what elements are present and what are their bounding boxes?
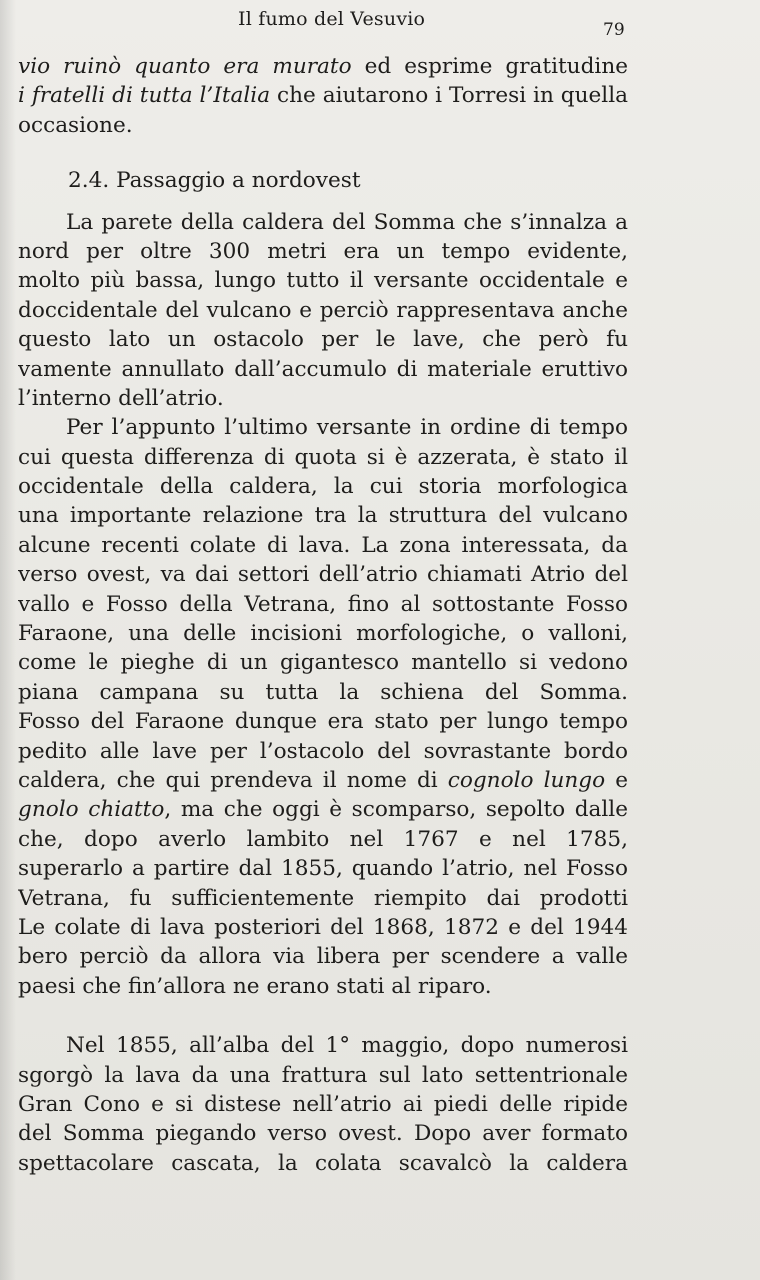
text-line: una importante relazione tra la struttura del vulcano <box>18 503 628 529</box>
text-line: superarlo a partire dal 1855, quando l’atrio, nel Fosso <box>18 856 628 882</box>
text-line: paesi che fin’allora ne erano stati al riparo. <box>18 973 492 999</box>
text-line: Le colate di lava posteriori del 1868, 1872 e del 1944 <box>18 914 628 940</box>
text-line: sgorgò la lava da una frattura sul lato settentrionale <box>18 1062 628 1088</box>
paragraph <box>18 1031 628 1178</box>
italic-quote: vio ruinò quanto era murato <box>18 54 352 79</box>
text-line: verso ovest, va dai settori dell’atrio chiamati Atrio del <box>18 562 628 588</box>
text-line <box>18 766 628 795</box>
text-span: caldera, che qui prendeva il nome di <box>18 768 448 793</box>
text-line <box>18 795 628 824</box>
text-line: pedito alle lave per l’ostacolo del sovrastante bordo <box>18 738 628 764</box>
text-line: occidentale della caldera, la cui storia morfologica <box>18 474 628 500</box>
text-line: Faraone, una delle incisioni morfologiche, o valloni, <box>18 621 628 647</box>
text-line: come le pieghe di un gigantesco mantello si vedono <box>18 650 628 676</box>
text-line: che, dopo averlo lambito nel 1767 e nel 1785, <box>18 826 628 852</box>
section-number: 2.4. <box>68 168 110 194</box>
italic-term: cognolo lungo <box>447 768 606 793</box>
running-head: Il fumo del Vesuvio <box>238 8 426 30</box>
text-line: l’interno dell’atrio. <box>18 385 224 411</box>
text-line: piana campana su tutta la schiena del Somma. <box>18 679 628 705</box>
page-gutter-shadow <box>0 0 16 1280</box>
text-line: vallo e Fosso della Vetrana, fino al sottostante Fosso <box>18 591 628 617</box>
text-line: questo lato un ostacolo per le lave, che però fu <box>18 327 628 353</box>
text-line: molto più bassa, lungo tutto il versante occidentale e <box>18 268 628 294</box>
page-number: 79 <box>603 20 625 40</box>
body-text <box>18 52 628 1178</box>
text-span: che aiutarono i Torresi in quella <box>270 83 628 109</box>
text-span: , ma che oggi è scomparso, sepolto dalle <box>164 797 628 823</box>
italic-quote: i fratelli di tutta l’Italia <box>18 83 271 109</box>
text-line: Gran Cono e si distese nell’atrio ai piedi delle ripide <box>18 1091 628 1117</box>
text-line: bero perciò da allora via libera per scendere a valle <box>18 944 628 970</box>
text-line: La parete della caldera del Somma che s’innalza a <box>66 209 628 235</box>
text-line <box>18 81 628 110</box>
text-line <box>18 52 628 81</box>
text-line: cui questa differenza di quota si è azzerata, è stato il <box>18 444 628 470</box>
text-line: Fosso del Faraone dunque era stato per lungo tempo <box>18 709 628 735</box>
text-span: ed esprime gratitudine <box>364 54 628 79</box>
text-line: nord per oltre 300 metri era un tempo evidente, <box>18 238 628 264</box>
text-line: Per l’appunto l’ultimo versante in ordine di tempo <box>66 415 628 441</box>
text-line: alcune recenti colate di lava. La zona interessata, da <box>18 532 628 558</box>
paragraph-continuation <box>18 52 628 140</box>
italic-term: gnolo chiatto <box>18 797 165 823</box>
text-line: del Somma piegando verso ovest. Dopo aver formato <box>18 1121 628 1147</box>
text-line: vamente annullato dall’accumulo di materiale eruttivo <box>18 356 628 382</box>
section-title: Passaggio a nordovest <box>116 168 361 194</box>
section-heading <box>18 166 628 195</box>
text-line: occasione. <box>18 112 133 138</box>
text-line: doccidentale del vulcano e perciò rappresentava anche <box>18 297 628 323</box>
page-header <box>0 6 760 42</box>
paragraph <box>18 208 628 414</box>
text-line: Nel 1855, all’alba del 1° maggio, dopo numerosi <box>66 1033 628 1059</box>
text-span: e <box>605 768 628 793</box>
text-line: spettacolare cascata, la colata scavalcò la caldera <box>18 1150 628 1176</box>
text-line: Vetrana, fu sufficientemente riempito dai prodotti <box>18 885 628 911</box>
paragraph-gap <box>18 1001 628 1031</box>
paragraph <box>18 413 628 1001</box>
